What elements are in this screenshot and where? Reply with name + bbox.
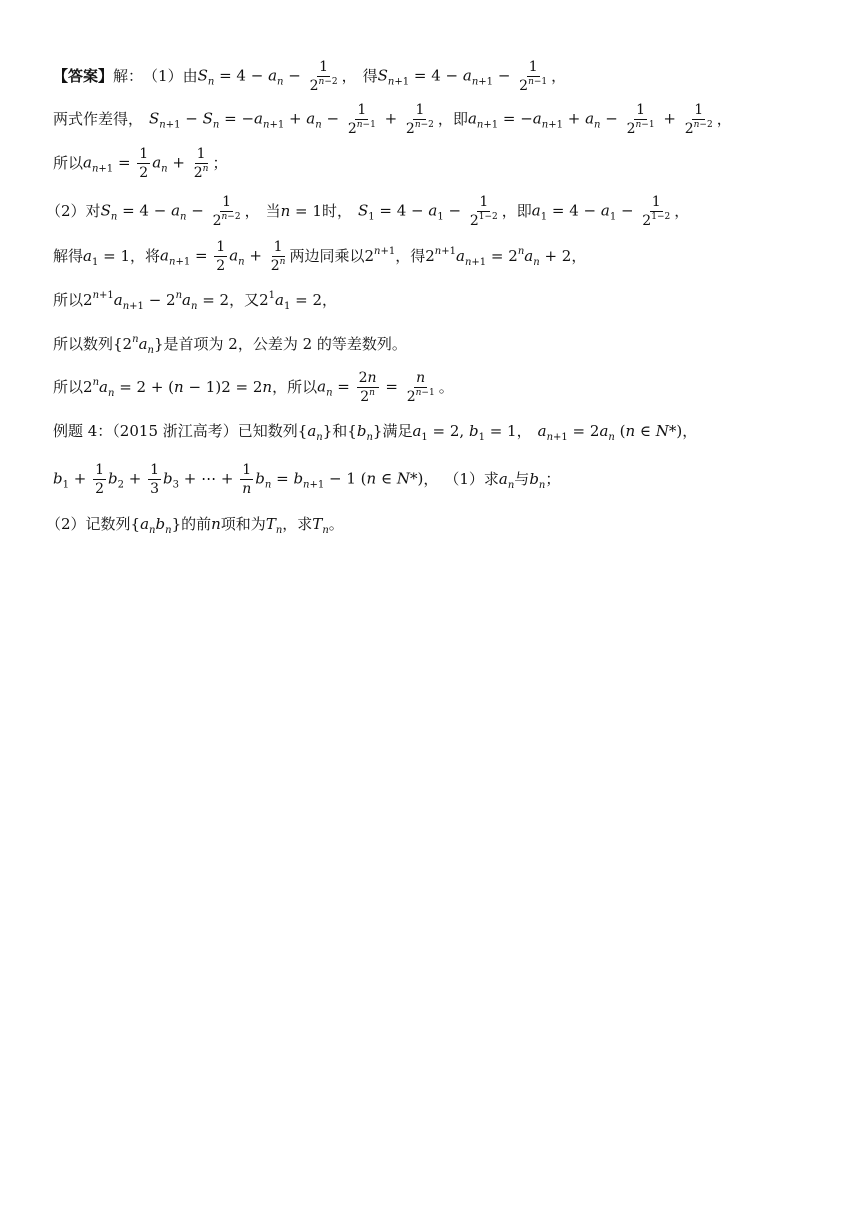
and-text: 和 (332, 421, 348, 440)
formula-2n1: $2^{n+1}$ (364, 245, 396, 265)
comma: ， (501, 201, 517, 220)
example-line-2 (53, 459, 833, 499)
formula-sn-2: $S_n = 4 - a_n$ − $\frac{1}{2^{n-2}}$ (100, 193, 241, 229)
formula-seq-ab: $\{a_nb_n\}$ (130, 514, 182, 536)
formula-an: $a_n$ = $\frac{2n}{2^n}$ = $\frac{n}{2^{n-1}}$ (317, 369, 435, 405)
semicolon: ； (212, 153, 228, 172)
formula-multiplied: $2^{n+1}a_{n+1} = 2^na_n + 2$ (425, 245, 572, 268)
comma: ， (272, 377, 288, 396)
answer-line-8 (53, 367, 833, 407)
formula-diff-const: $2^{n+1}a_{n+1} - 2^na_n = 2$ (83, 289, 230, 312)
de-text: 得 (410, 246, 426, 265)
example-line-3 (46, 504, 826, 544)
formula-a-rec: $a_{n+1} = 2a_n$ (n ∈ N*) (537, 421, 683, 443)
you-text: 又 (244, 290, 260, 309)
formula-ie: $a_{n+1} = -a_{n+1} + a_n$ − $\frac{1}{2^{n-1}}$ + $\frac{1}{2^{n-2}}$ (467, 101, 713, 137)
jiang-text: 将 (145, 246, 161, 265)
formula-an-q: $a_n$ (498, 469, 515, 491)
formula-bn-q: $b_n$ (529, 469, 546, 491)
formula-init-ab: $a_1 = 2$, $b_1 = 1$ (412, 421, 517, 443)
by-text: 由 (182, 66, 198, 85)
comma: ， (341, 66, 357, 85)
difference-text: 两式作差得， (53, 109, 144, 128)
question-2-label: （2）记数列 (46, 514, 131, 533)
comma: ， (423, 469, 439, 488)
example-line-1 (53, 411, 833, 451)
answer-line-3 (53, 143, 833, 183)
formula-diff: $S_{n+1} - S_n = -a_{n+1} + a_n$ − $\frac{1}{2^{n-1}}$ + $\frac{1}{2^{n-2}}$ (149, 101, 434, 137)
comma: ， (395, 246, 411, 265)
answer-line-5 (53, 236, 833, 276)
comma: ， (244, 201, 260, 220)
formula-seq: $\{2^na_n\}$ (113, 333, 164, 356)
so-seq-text: 所以数列 (53, 334, 114, 353)
comma: ， (674, 201, 690, 220)
solve-label: 解： (113, 66, 144, 85)
answer-label: 【答案】 (53, 66, 114, 85)
arith-text: 是首项为 2，公差为 2 的等差数列。 (163, 334, 407, 353)
comma: ， (229, 290, 245, 309)
comma: ， (130, 246, 146, 265)
formula-recurrence: $a_{n+1}$ = $\frac{1}{2}$ $a_n$ + $\frac{1}{2^n}$ (83, 145, 209, 181)
formula-seq-b: $\{b_n\}$ (347, 421, 383, 443)
period: 。 (328, 514, 344, 533)
formula-general: $2^na_n = 2 + (n - 1)2 = 2n$ (83, 376, 273, 399)
formula-b-sum: $b_1$ + $\frac{1}{2}$ $b_2$ + $\frac{1}{3}$ $b_3$ + ⋯ + $\frac{1}{n}$ $b_n = b_{n+1} - 1$ (n ∈ N*) (53, 461, 424, 497)
formula-n1: n = 1 (280, 201, 322, 220)
formula-sn1: $S_{n+1} = 4 - a_{n+1}$ − $\frac{1}{2^{n-1}}$ (377, 58, 548, 94)
get-text: 得 (362, 66, 378, 85)
shi-text: 时， (321, 201, 352, 220)
comma: ， (571, 246, 587, 265)
multiply-text: 两边同乘以 (289, 246, 365, 265)
semicolon: ； (545, 469, 561, 488)
formula-a1-val: $a_1 = 1$ (83, 246, 130, 268)
comma: ， (682, 421, 698, 440)
formula-s1: $S_1 = 4 - a_1$ − $\frac{1}{2^{1-2}}$ (357, 193, 498, 229)
formula-tn: $T_n$ (265, 514, 283, 536)
dui-text: 对 (85, 201, 101, 220)
so-text: 所以 (53, 377, 84, 396)
answer-line-6 (53, 280, 833, 320)
q2-ask-text: ，求 (282, 514, 313, 533)
comma: ， (551, 66, 567, 85)
formula-seq-a: $\{a_n\}$ (297, 421, 333, 443)
formula-sn: $S_n = 4 - a_n$ − $\frac{1}{2^{n-2}}$ (197, 58, 338, 94)
ie-text: 即 (452, 109, 468, 128)
example-text: 例题 4：（2015 浙江高考）已知数列 (53, 421, 298, 440)
satisfy-text: 满足 (382, 421, 413, 440)
so-text: 所以 (53, 153, 84, 172)
q2-mid2-text: 项和为 (220, 514, 266, 533)
part-1-label: （1） (143, 66, 183, 85)
ie-text: 即 (516, 201, 532, 220)
q2-mid-text: 的前 (181, 514, 212, 533)
period: 。 (438, 377, 454, 396)
comma: ， (437, 109, 453, 128)
comma: ， (716, 109, 732, 128)
formula-a1: $a_1 = 4 - a_1$ − $\frac{1}{2^{1-2}}$ (531, 193, 671, 229)
so-text: 所以 (287, 377, 318, 396)
yu-text: 与 (514, 469, 530, 488)
answer-line-1 (53, 56, 833, 96)
question-1-label: （1）求 (444, 469, 499, 488)
answer-line-2 (53, 99, 833, 139)
comma: ， (322, 290, 338, 309)
dang-text: 当 (265, 201, 281, 220)
answer-line-4 (46, 191, 826, 231)
formula-tn-2: $T_n$ (312, 514, 329, 536)
so-text: 所以 (53, 290, 84, 309)
formula-initial: $2^1a_1 = 2$ (259, 289, 323, 312)
jiede-text: 解得 (53, 246, 84, 265)
part-2-label: （2） (46, 201, 86, 220)
formula-recurrence-2: $a_{n+1}$ = $\frac{1}{2}$ $a_n$ + $\frac{1}{2^n}$ (160, 238, 286, 274)
comma: ， (516, 421, 532, 440)
formula-n: n (211, 514, 221, 533)
answer-line-7 (53, 324, 833, 364)
